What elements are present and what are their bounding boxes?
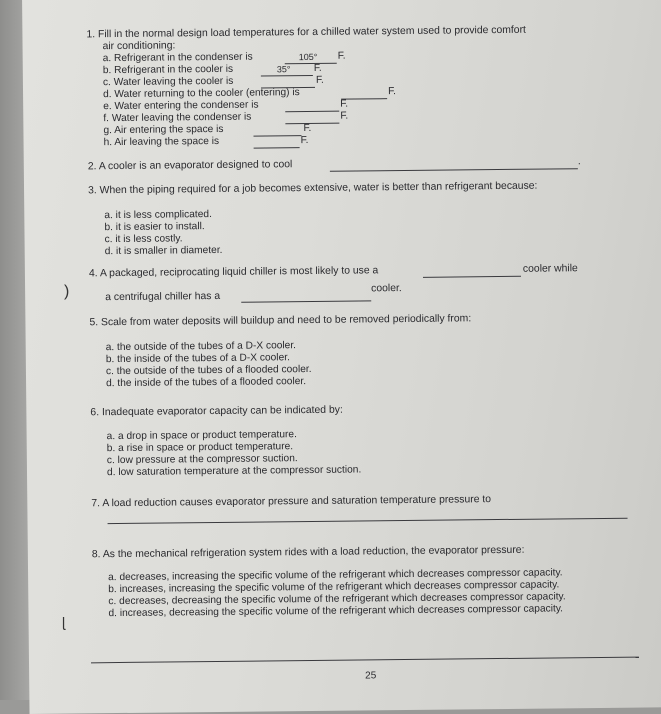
- q7-text: 7. A load reduction causes evaporator pressure and saturation temperature pressure to: [91, 494, 492, 510]
- q1-g-blank: [253, 135, 301, 137]
- pencil-check-mark-q8: ɭ: [62, 614, 66, 630]
- q1-a-answer: 105°: [298, 51, 318, 63]
- q4-text-mid: cooler while: [522, 263, 578, 275]
- q3-option-d: d. it is smaller in diameter.: [104, 244, 223, 258]
- q3-text: 3. When the piping required for a job becomes extensive, water is better than refrigerant because:: [88, 180, 538, 197]
- q7-blank: [108, 518, 628, 524]
- q1-b-unit: F.: [313, 62, 322, 74]
- q4-blank-1: [423, 276, 521, 278]
- q1-b-blank: [261, 75, 313, 77]
- q1-a-blank: [285, 63, 337, 65]
- q8-option-c: c. decreases, decreasing the specific volume of the refrigerant which decreases compressor capacity.: [108, 591, 566, 608]
- q1-e-blank: [285, 111, 339, 113]
- q1-item-b: b. Refrigerant in the cooler is: [102, 63, 234, 77]
- q5-option-a: a. the outside of the tubes of a D-X cooler.: [105, 340, 297, 354]
- q1-item-c: c. Water leaving the cooler is: [102, 75, 234, 89]
- q3-option-a: a. it is less complicated.: [104, 209, 212, 222]
- q1-e-unit: F.: [340, 98, 349, 110]
- q1-b-answer: 35°: [276, 64, 291, 75]
- q5-text: 5. Scale from water deposits will buildup and need to be removed periodically from:: [89, 313, 472, 329]
- q1-item-f: f. Water leaving the condenser is: [103, 111, 252, 125]
- q1-d-unit: F.: [387, 86, 397, 98]
- q1-g-unit: F.: [303, 122, 312, 135]
- q5-option-b: b. the inside of the tubes of a D-X cooler.: [105, 352, 290, 366]
- q1-h-blank: [254, 147, 300, 148]
- q4-blank-2: [241, 300, 371, 302]
- q8-text: 8. As the mechanical refrigeration system rides with a load reduction, the evaporator pressure:: [91, 544, 525, 561]
- q8-option-a: a. decreases, increasing the specific volume of the refrigerant which decreases compressor capacity.: [108, 567, 563, 584]
- page-number: 25: [365, 670, 377, 682]
- q3-option-c: c. it is less costly.: [104, 233, 183, 246]
- q6-option-a: a. a drop in space or product temperature.: [106, 429, 297, 443]
- q4-text-end: cooler.: [371, 283, 402, 295]
- q5-option-d: d. the inside of the tubes of a flooded cooler.: [106, 376, 307, 390]
- worksheet-page: [22, 0, 661, 714]
- q1-text: 1. Fill in the normal design load temperatures for a chilled water system used to provide comfort: [86, 24, 526, 41]
- q2-blank: [330, 168, 578, 172]
- q1-item-a: a. Refrigerant in the condenser is: [102, 51, 253, 65]
- q4-text: 4. A packaged, reciprocating liquid chiller is most likely to use a: [88, 265, 379, 280]
- q1-item-g: g. Air entering the space is: [103, 123, 224, 137]
- q1-h-unit: F.: [300, 135, 309, 147]
- q5-option-c: c. the outside of the tubes of a flooded cooler.: [105, 363, 312, 378]
- q1-f-blank: [285, 123, 339, 125]
- q8-option-b: b. increases, increasing the specific volume of the refrigerant which decreases compressor capacity.: [108, 579, 560, 596]
- q1-c-unit: F.: [315, 74, 324, 86]
- q1-text-cont: air conditioning:: [102, 40, 176, 53]
- q4-text-2: a centrifugal chiller has a: [105, 290, 221, 304]
- q1-item-h: h. Air leaving the space is: [103, 135, 220, 149]
- q6-option-d: d. low saturation temperature at the compressor suction.: [106, 464, 362, 479]
- q1-a-unit: F.: [337, 50, 346, 62]
- q6-text: 6. Inadequate evaporator capacity can be indicated by:: [90, 404, 343, 419]
- q8-option-d: d. increases, decreasing the specific volume of the refrigerant which decreases compressor capacity.: [108, 603, 564, 620]
- q6-option-c: c. low pressure at the compressor suction.: [106, 453, 298, 467]
- q2-text: 2. A cooler is an evaporator designed to cool: [87, 159, 293, 173]
- q3-option-b: b. it is easier to install.: [104, 221, 205, 234]
- q2-end: .: [577, 156, 581, 168]
- pencil-bracket-mark-q4: ): [64, 283, 70, 300]
- q1-item-e: e. Water entering the condenser is: [103, 99, 259, 113]
- q1-item-d: d. Water returning to the cooler (entering) is: [103, 87, 300, 101]
- bottom-rule: [91, 657, 639, 664]
- q1-f-unit: F.: [340, 110, 349, 122]
- q6-option-b: b. a rise in space or product temperature.: [106, 441, 294, 455]
